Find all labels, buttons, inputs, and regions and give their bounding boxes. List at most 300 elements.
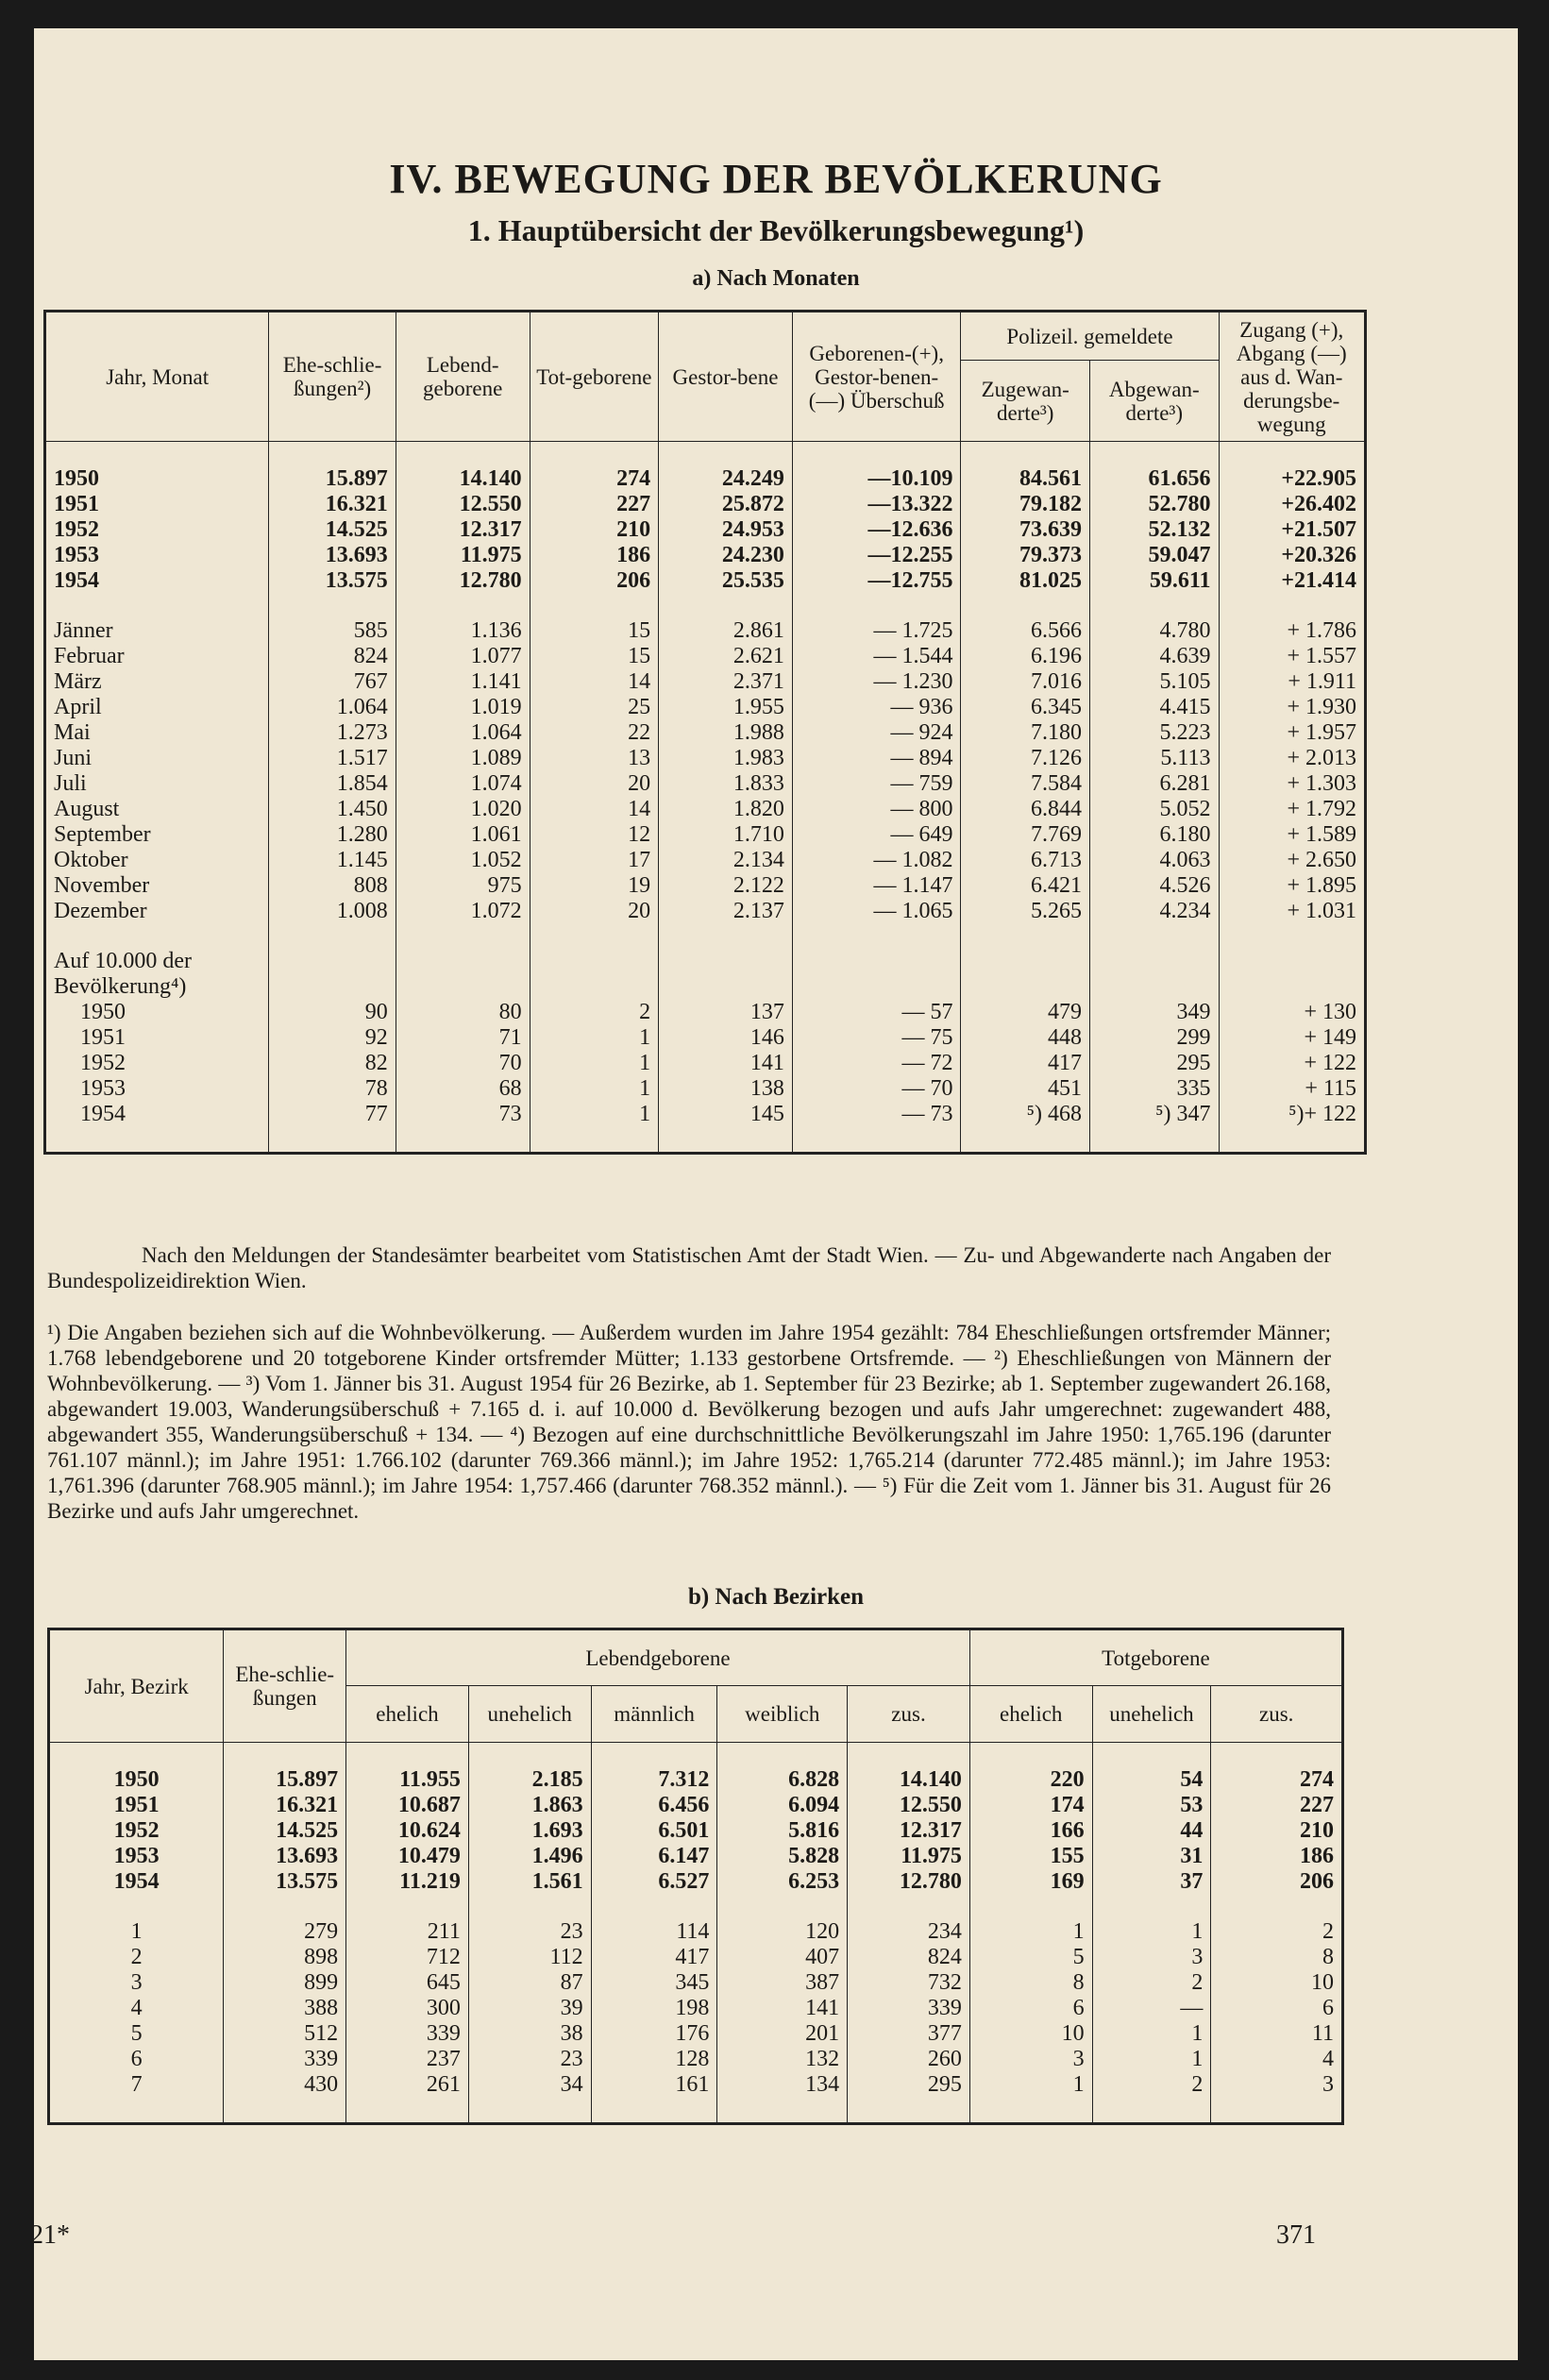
cell-value: ⁵) 468 — [961, 1102, 1090, 1127]
cell-value: 1.273 — [269, 720, 396, 746]
cell-value: +20.326 — [1219, 543, 1366, 568]
cell-value: 7.016 — [961, 669, 1090, 695]
cell-value: 87 — [468, 1970, 591, 1996]
cell-value: 11.955 — [346, 1767, 469, 1793]
cell-value: 2.137 — [659, 899, 793, 924]
cell-value: 227 — [530, 492, 659, 517]
cell-value: 1.983 — [659, 746, 793, 771]
cell-value: +21.414 — [1219, 568, 1366, 594]
cell-value: 73.639 — [961, 517, 1090, 543]
cell-value: 38 — [468, 2021, 591, 2047]
cell-value: + 1.792 — [1219, 797, 1366, 822]
cell-value: + 122 — [1219, 1051, 1366, 1076]
cell-value: 261 — [346, 2072, 469, 2098]
row-label: 3 — [49, 1970, 224, 1996]
cell-value: 237 — [346, 2047, 469, 2072]
spacer-row — [45, 924, 1366, 949]
cell-value: 5.816 — [717, 1818, 848, 1844]
cell-value: 808 — [269, 873, 396, 899]
cell-value: 16.321 — [269, 492, 396, 517]
cell-value: 6.501 — [591, 1818, 717, 1844]
cell-value: 6 — [969, 1996, 1092, 2021]
cell-value: + 115 — [1219, 1076, 1366, 1102]
cell-value: 6 — [1211, 1996, 1343, 2021]
year-row — [49, 1818, 1343, 1844]
cell-value: 68 — [396, 1076, 530, 1102]
cell-value: — — [1092, 1996, 1211, 2021]
month-row — [45, 822, 1366, 848]
cell-value: 430 — [224, 2072, 346, 2098]
cell-value: 227 — [1211, 1793, 1343, 1818]
cell-value: — 1.725 — [792, 618, 961, 644]
cell-value: 1.008 — [269, 899, 396, 924]
header-male: männlich — [591, 1686, 717, 1743]
cell-value: 12.780 — [848, 1869, 970, 1895]
cell-value: ⁵)+ 122 — [1219, 1102, 1366, 1127]
cell-value: 81.025 — [961, 568, 1090, 594]
source-note: Nach den Meldungen der Standesämter bearbeitet vom Statistischen Amt der Stadt Wien. — Zu- und Abgewanderte nach Angaben der Bundespolizeidirektion Wien. — [47, 1243, 1331, 1292]
cell-value: 90 — [269, 1000, 396, 1025]
cell-value: 1.074 — [396, 771, 530, 797]
month-row — [45, 873, 1366, 899]
header-migration-balance: Zugang (+), Abgang (—) aus d. Wan-derungsbe-wegung — [1219, 312, 1366, 442]
section-label: Bevölkerung⁴) — [45, 974, 269, 1000]
cell-value: 1.052 — [396, 848, 530, 873]
header-stillbirths: Tot-geborene — [530, 312, 659, 442]
row-label: 1952 — [45, 1051, 269, 1076]
cell-value: 1 — [969, 1919, 1092, 1945]
cell-value: 1.072 — [396, 899, 530, 924]
cell-value: 767 — [269, 669, 396, 695]
cell-value: 1.517 — [269, 746, 396, 771]
row-label: 1954 — [45, 1102, 269, 1127]
cell-value: 1.955 — [659, 695, 793, 720]
cell-value: 377 — [848, 2021, 970, 2047]
cell-value: 20 — [530, 771, 659, 797]
cell-value: 1.710 — [659, 822, 793, 848]
cell-value: 1.863 — [468, 1793, 591, 1818]
cell-value: 279 — [224, 1919, 346, 1945]
cell-value: 23 — [468, 1919, 591, 1945]
row-label: Juni — [45, 746, 269, 771]
footnotes: ¹) Die Angaben beziehen sich auf die Wohnbevölkerung. — Außerdem wurden im Jahre 1954 gezählt: 784 Eheschließungen ortsfremder Männer; 1.768 lebendgeborene und 20 totgeborene Kinder ortsfremder Mütter; 1.133 gestorbene Ortsfremde. — ²) Eheschließungen von Männern der Wohnbevölkerung. — ³) Vom 1. Jänner bis 31. August 1954 für 26 Bezirke, ab 1. September für 23 Bezirke; ab 1. September zugewandert 26.168, abgewandert 19.003, Wanderungsüberschuß + 7.165 d. i. auf 10.000 d. Bevölkerung bezogen und aufs Jahr umgerechnet: zugewandert 488, abgewandert 355, Wanderungsüberschuß + 134. — ⁴) Bezogen auf eine durchschnittliche Bevölkerungszahl im Jahre 1950: 1,765.196 (darunter 761.107 männl.); im Jahre 1951: 1.766.102 (darunter 769.366 männl.); im Jahre 1952: 1,765.214 (darunter 772.485 männl.); im Jahre 1953: 1,761.396 (darunter 768.905 männl.); im Jahre 1954: 1,757.466 (darunter 768.352 männl.). — ⁵) Für die Zeit vom 1. Jänner bis 31. August für 26 Bezirke und aufs Jahr umgerechnet. — [47, 1321, 1331, 1523]
cell-value: 260 — [848, 2047, 970, 2072]
cell-value: 417 — [961, 1051, 1090, 1076]
year-row — [49, 1767, 1343, 1793]
cell-value: + 1.930 — [1219, 695, 1366, 720]
cell-value: 585 — [269, 618, 396, 644]
cell-value: 4.639 — [1089, 644, 1219, 669]
cell-value: + 2.650 — [1219, 848, 1366, 873]
cell-value: 274 — [530, 466, 659, 492]
cell-value: +26.402 — [1219, 492, 1366, 517]
cell-value: 8 — [969, 1970, 1092, 1996]
cell-value: 24.230 — [659, 543, 793, 568]
cell-value: 2.185 — [468, 1767, 591, 1793]
cell-value: 14.525 — [224, 1818, 346, 1844]
cell-value: 220 — [969, 1767, 1092, 1793]
cell-value: 1.145 — [269, 848, 396, 873]
cell-value: 2.371 — [659, 669, 793, 695]
row-label: 1951 — [45, 1025, 269, 1051]
cell-value: 3 — [1211, 2072, 1343, 2098]
rate-row — [45, 1076, 1366, 1102]
cell-value: 6.345 — [961, 695, 1090, 720]
cell-value: 1 — [969, 2072, 1092, 2098]
cell-value: 1.141 — [396, 669, 530, 695]
cell-value: 4.780 — [1089, 618, 1219, 644]
cell-value: — 72 — [792, 1051, 961, 1076]
spacer-row — [45, 594, 1366, 618]
header-immigrants: Zugewan-derte³) — [961, 361, 1090, 442]
cell-value: 12.550 — [396, 492, 530, 517]
cell-value: 5 — [969, 1945, 1092, 1970]
header-live-births-group: Lebendgeborene — [346, 1629, 970, 1686]
cell-value: 6.828 — [717, 1767, 848, 1793]
spacer-row — [45, 442, 1366, 467]
cell-value: +21.507 — [1219, 517, 1366, 543]
cell-value: 120 — [717, 1919, 848, 1945]
cell-value: 79.182 — [961, 492, 1090, 517]
cell-value: 12 — [530, 822, 659, 848]
cell-value: 479 — [961, 1000, 1090, 1025]
cell-value: + 1.557 — [1219, 644, 1366, 669]
cell-value: 54 — [1092, 1767, 1211, 1793]
cell-value: 7.312 — [591, 1767, 717, 1793]
month-row — [45, 771, 1366, 797]
month-row — [45, 848, 1366, 873]
district-row — [49, 1919, 1343, 1945]
cell-value: 24.249 — [659, 466, 793, 492]
month-row — [45, 618, 1366, 644]
cell-value: 274 — [1211, 1767, 1343, 1793]
cell-value: 78 — [269, 1076, 396, 1102]
rate-row — [45, 1051, 1366, 1076]
cell-value: 211 — [346, 1919, 469, 1945]
cell-value: 1 — [530, 1102, 659, 1127]
cell-value: 6.147 — [591, 1844, 717, 1869]
cell-value: 134 — [717, 2072, 848, 2098]
cell-value: 13.693 — [269, 543, 396, 568]
cell-value: —13.322 — [792, 492, 961, 517]
year-row — [49, 1793, 1343, 1818]
cell-value: 25 — [530, 695, 659, 720]
cell-value: 6.527 — [591, 1869, 717, 1895]
sheet-mark: 21* — [30, 2220, 70, 2250]
cell-value: 13.693 — [224, 1844, 346, 1869]
cell-value: 15 — [530, 618, 659, 644]
cell-value: 155 — [969, 1844, 1092, 1869]
cell-value: — 924 — [792, 720, 961, 746]
cell-value: 141 — [659, 1051, 793, 1076]
row-label: 7 — [49, 2072, 224, 2098]
header-natural-balance: Geborenen-(+), Gestor-benen- (—) Überschuß — [792, 312, 961, 442]
cell-value: 17 — [530, 848, 659, 873]
cell-value: 1.693 — [468, 1818, 591, 1844]
cell-value: 112 — [468, 1945, 591, 1970]
cell-value: 335 — [1089, 1076, 1219, 1102]
cell-value: 2.122 — [659, 873, 793, 899]
district-row — [49, 1970, 1343, 1996]
district-row — [49, 2047, 1343, 2072]
row-label: Juli — [45, 771, 269, 797]
cell-value: 975 — [396, 873, 530, 899]
cell-value: 186 — [530, 543, 659, 568]
cell-value: 166 — [969, 1818, 1092, 1844]
cell-value: 128 — [591, 2047, 717, 2072]
cell-value: + 149 — [1219, 1025, 1366, 1051]
cell-value: 1.280 — [269, 822, 396, 848]
cell-value: 59.047 — [1089, 543, 1219, 568]
cell-value: 13 — [530, 746, 659, 771]
cell-value: — 1.230 — [792, 669, 961, 695]
cell-value: 6.713 — [961, 848, 1090, 873]
row-label: 1954 — [49, 1869, 224, 1895]
rate-row — [45, 1102, 1366, 1127]
row-label: Oktober — [45, 848, 269, 873]
cell-value: 176 — [591, 2021, 717, 2047]
cell-value: 1.833 — [659, 771, 793, 797]
cell-value: + 1.031 — [1219, 899, 1366, 924]
table-a-caption: a) Nach Monaten — [692, 266, 860, 291]
row-label: 1951 — [49, 1793, 224, 1818]
cell-value: 1.136 — [396, 618, 530, 644]
cell-value: 2 — [1092, 2072, 1211, 2098]
cell-value: 15.897 — [269, 466, 396, 492]
cell-value: 712 — [346, 1945, 469, 1970]
cell-value: — 759 — [792, 771, 961, 797]
row-label: 5 — [49, 2021, 224, 2047]
cell-value: —10.109 — [792, 466, 961, 492]
cell-value: 169 — [969, 1869, 1092, 1895]
row-label: 4 — [49, 1996, 224, 2021]
cell-value: 6.456 — [591, 1793, 717, 1818]
cell-value: 5.105 — [1089, 669, 1219, 695]
cell-value: 7.769 — [961, 822, 1090, 848]
cell-value: 2 — [1211, 1919, 1343, 1945]
table-by-district — [47, 1628, 1344, 2125]
cell-value: 10.687 — [346, 1793, 469, 1818]
cell-value: 10 — [1211, 1970, 1343, 1996]
section-label-row — [45, 974, 1366, 1000]
cell-value: — 1.147 — [792, 873, 961, 899]
cell-value: 1.450 — [269, 797, 396, 822]
cell-value: 3 — [1092, 1945, 1211, 1970]
cell-value: 132 — [717, 2047, 848, 2072]
cell-value: — 57 — [792, 1000, 961, 1025]
year-row — [45, 492, 1366, 517]
cell-value: 19 — [530, 873, 659, 899]
header-stillbirths-group: Totgeborene — [969, 1629, 1342, 1686]
cell-value: 6.566 — [961, 618, 1090, 644]
row-label: 1951 — [45, 492, 269, 517]
cell-value: 11 — [1211, 2021, 1343, 2047]
cell-value: + 1.303 — [1219, 771, 1366, 797]
month-row — [45, 695, 1366, 720]
year-row — [45, 543, 1366, 568]
cell-value: 14.525 — [269, 517, 396, 543]
cell-value: 234 — [848, 1919, 970, 1945]
district-row — [49, 2021, 1343, 2047]
cell-value: + 130 — [1219, 1000, 1366, 1025]
cell-value: 1 — [1092, 2021, 1211, 2047]
cell-value: 13.575 — [269, 568, 396, 594]
cell-value: 7.584 — [961, 771, 1090, 797]
cell-value: + 1.911 — [1219, 669, 1366, 695]
cell-value: 77 — [269, 1102, 396, 1127]
cell-value: 73 — [396, 1102, 530, 1127]
cell-value: 1.561 — [468, 1869, 591, 1895]
cell-value: 1 — [1092, 2047, 1211, 2072]
cell-value: 1.077 — [396, 644, 530, 669]
section-label-row — [45, 949, 1366, 974]
cell-value: 1.089 — [396, 746, 530, 771]
cell-value: 22 — [530, 720, 659, 746]
cell-value: 201 — [717, 2021, 848, 2047]
cell-value: 15 — [530, 644, 659, 669]
row-label: März — [45, 669, 269, 695]
cell-value: 295 — [848, 2072, 970, 2098]
cell-value: 37 — [1092, 1869, 1211, 1895]
cell-value: 295 — [1089, 1051, 1219, 1076]
cell-value: 512 — [224, 2021, 346, 2047]
cell-value: 6.180 — [1089, 822, 1219, 848]
cell-value: 24.953 — [659, 517, 793, 543]
row-label: 1950 — [49, 1767, 224, 1793]
page-number: 371 — [1276, 2220, 1316, 2250]
row-label: Februar — [45, 644, 269, 669]
month-row — [45, 644, 1366, 669]
cell-value: + 2.013 — [1219, 746, 1366, 771]
cell-value: 1 — [530, 1076, 659, 1102]
cell-value: — 936 — [792, 695, 961, 720]
cell-value: 300 — [346, 1996, 469, 2021]
cell-value: 10.624 — [346, 1818, 469, 1844]
cell-value: 732 — [848, 1970, 970, 1996]
row-label: 1953 — [45, 543, 269, 568]
cell-value: — 1.082 — [792, 848, 961, 873]
cell-value: 6.094 — [717, 1793, 848, 1818]
cell-value: 899 — [224, 1970, 346, 1996]
cell-value: 39 — [468, 1996, 591, 2021]
cell-value: 10.479 — [346, 1844, 469, 1869]
cell-value: 407 — [717, 1945, 848, 1970]
cell-value: + 1.957 — [1219, 720, 1366, 746]
header-female: weiblich — [717, 1686, 848, 1743]
header-deaths: Gestor-bene — [659, 312, 793, 442]
cell-value: 25.872 — [659, 492, 793, 517]
cell-value: 7.180 — [961, 720, 1090, 746]
cell-value: 25.535 — [659, 568, 793, 594]
spacer-row — [45, 1127, 1366, 1154]
cell-value: 174 — [969, 1793, 1092, 1818]
cell-value: 3 — [969, 2047, 1092, 2072]
cell-value: 1.988 — [659, 720, 793, 746]
cell-value: 186 — [1211, 1844, 1343, 1869]
cell-value: 1.020 — [396, 797, 530, 822]
cell-value: 8 — [1211, 1945, 1343, 1970]
row-label: 1950 — [45, 466, 269, 492]
row-label: 6 — [49, 2047, 224, 2072]
cell-value: 10 — [969, 2021, 1092, 2047]
cell-value: 824 — [269, 644, 396, 669]
cell-value: — 649 — [792, 822, 961, 848]
cell-value: 339 — [848, 1996, 970, 2021]
cell-value: 645 — [346, 1970, 469, 1996]
spacer-row — [49, 1743, 1343, 1768]
cell-value: 12.550 — [848, 1793, 970, 1818]
header-legitimate: ehelich — [346, 1686, 469, 1743]
year-row — [45, 517, 1366, 543]
cell-value: 146 — [659, 1025, 793, 1051]
cell-value: 34 — [468, 2072, 591, 2098]
cell-value: 4.415 — [1089, 695, 1219, 720]
cell-value: 1 — [1092, 1919, 1211, 1945]
cell-value: 16.321 — [224, 1793, 346, 1818]
cell-value: 161 — [591, 2072, 717, 2098]
cell-value: + 1.786 — [1219, 618, 1366, 644]
cell-value: 12.317 — [848, 1818, 970, 1844]
cell-value: 6.253 — [717, 1869, 848, 1895]
cell-value: 198 — [591, 1996, 717, 2021]
month-row — [45, 899, 1366, 924]
cell-value: 417 — [591, 1945, 717, 1970]
cell-value: 349 — [1089, 1000, 1219, 1025]
cell-value: 451 — [961, 1076, 1090, 1102]
cell-value: — 75 — [792, 1025, 961, 1051]
row-label: Mai — [45, 720, 269, 746]
cell-value: — 800 — [792, 797, 961, 822]
row-label: 1953 — [45, 1076, 269, 1102]
cell-value: 53 — [1092, 1793, 1211, 1818]
cell-value: 137 — [659, 1000, 793, 1025]
cell-value: + 1.589 — [1219, 822, 1366, 848]
table-by-month — [43, 310, 1367, 1155]
row-label: Dezember — [45, 899, 269, 924]
row-label: 1952 — [45, 517, 269, 543]
cell-value: 1.064 — [396, 720, 530, 746]
cell-value: 5.113 — [1089, 746, 1219, 771]
row-label: 1952 — [49, 1818, 224, 1844]
spacer-row — [49, 1895, 1343, 1919]
rate-row — [45, 1000, 1366, 1025]
cell-value: 4.234 — [1089, 899, 1219, 924]
cell-value: 206 — [1211, 1869, 1343, 1895]
cell-value: 1 — [530, 1051, 659, 1076]
cell-value: 11.975 — [848, 1844, 970, 1869]
cell-value: 1.820 — [659, 797, 793, 822]
cell-value: 11.219 — [346, 1869, 469, 1895]
header-emigrants: Abgewan-derte³) — [1089, 361, 1219, 442]
cell-value: — 894 — [792, 746, 961, 771]
cell-value: 1.019 — [396, 695, 530, 720]
cell-value: 6.421 — [961, 873, 1090, 899]
cell-value: 92 — [269, 1025, 396, 1051]
district-row — [49, 2072, 1343, 2098]
cell-value: 70 — [396, 1051, 530, 1076]
cell-value: 824 — [848, 1945, 970, 1970]
cell-value: 339 — [224, 2047, 346, 2072]
row-label: August — [45, 797, 269, 822]
cell-value: 71 — [396, 1025, 530, 1051]
cell-value: 14.140 — [396, 466, 530, 492]
cell-value: 2 — [530, 1000, 659, 1025]
cell-value: 1.064 — [269, 695, 396, 720]
row-label: April — [45, 695, 269, 720]
cell-value: 14.140 — [848, 1767, 970, 1793]
cell-value: 20 — [530, 899, 659, 924]
cell-value: 2 — [1092, 1970, 1211, 1996]
